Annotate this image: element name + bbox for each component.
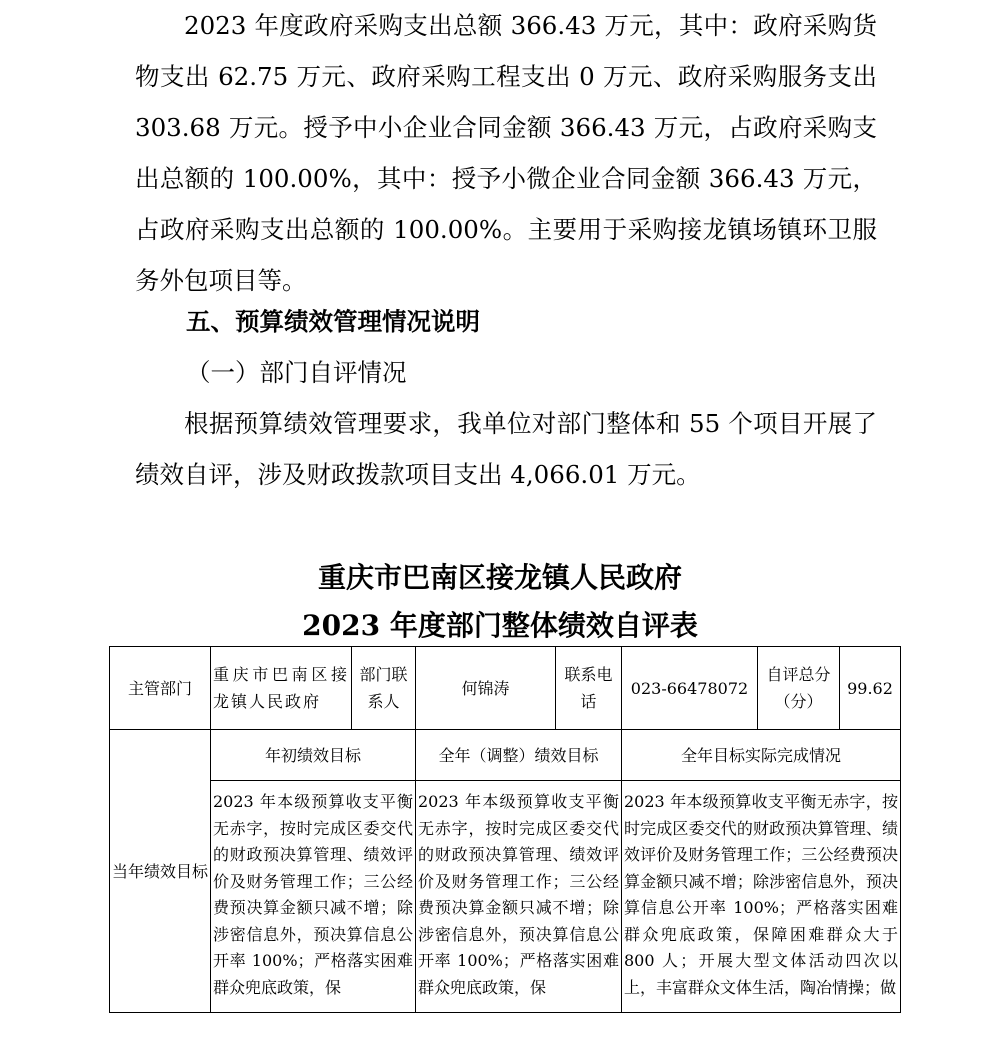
actual-completion-header: 全年目标实际完成情况 bbox=[622, 730, 901, 781]
section-heading-budget-performance: 五、预算绩效管理情况说明 bbox=[186, 307, 480, 336]
phone-label-cell: 联系电话 bbox=[556, 647, 622, 730]
score-label-cell: 自评总分（分） bbox=[758, 647, 840, 730]
initial-target-header: 年初绩效目标 bbox=[211, 730, 416, 781]
actual-completion-cell bbox=[622, 781, 901, 1013]
phone-value-cell: 023-66478072 bbox=[622, 647, 758, 730]
score-value-cell: 99.62 bbox=[840, 647, 901, 730]
contact-value-cell: 何锦涛 bbox=[416, 647, 556, 730]
current-target-label-cell: 当年绩效目标 bbox=[110, 730, 211, 1013]
table-row bbox=[110, 730, 901, 781]
initial-target-cell bbox=[211, 781, 416, 1013]
adjusted-target-cell bbox=[416, 781, 622, 1013]
procurement-paragraph: 2023 年度政府采购支出总额 366.43 万元，其中：政府采购货物支出 62.75 万元、政府采购工程支出 0 万元、政府采购服务支出 303.68 万元。授予中小企业合同金额 366.43 万元，占政府采购支出总额的 100.00%，其中：授予小微企业合同金额 366.43 万元，占政府采购支出总额的 100.00%。主要用于采购接龙镇场镇环卫服务外包项目等。 bbox=[135, 11, 877, 295]
subsection-heading-self-evaluation: （一）部门自评情况 bbox=[186, 358, 407, 387]
contact-label-cell: 部门联系人 bbox=[352, 647, 416, 730]
initial-target-text: 2023 年本级预算收支平衡无赤字，按时完成区委交代的财政预决算管理、绩效评价及财务管理工作；三公经费预决算金额只减不增；除涉密信息外，预决算信息公开率 100%；严格落实困难群众兜底政策，保 bbox=[213, 792, 413, 997]
actual-completion-text: 2023 年本级预算收支平衡无赤字，按时完成区委交代的财政预决算管理、绩效评价及财务管理工作；三公经费预决算金额只减不增；除涉密信息外，预决算信息公开率 100%；严格落实困难群众兜底政策，保障困难群众大于 800 人；开展大型文体活动四次以上，丰富群众文体生活，陶冶情操；做 bbox=[624, 792, 898, 997]
adjusted-target-text: 2023 年本级预算收支平衡无赤字，按时完成区委交代的财政预决算管理、绩效评价及财务管理工作；三公经费预决算金额只减不增；除涉密信息外，预决算信息公开率 100%；严格落实困难群众兜底政策，保 bbox=[418, 792, 619, 997]
table-title-org: 重庆市巴南区接龙镇人民政府 bbox=[317, 561, 682, 594]
performance-evaluation-table bbox=[109, 646, 901, 1013]
self-evaluation-paragraph: 根据预算绩效管理要求，我单位对部门整体和 55 个项目开展了绩效自评，涉及财政拨款项目支出 4,066.01 万元。 bbox=[135, 409, 877, 489]
table-row bbox=[110, 781, 901, 1013]
dept-label-cell: 主管部门 bbox=[110, 647, 211, 730]
table-title-name: 2023 年度部门整体绩效自评表 bbox=[302, 609, 698, 642]
table-row bbox=[110, 647, 901, 730]
dept-value-cell: 重庆市巴南区接龙镇人民政府 bbox=[211, 647, 352, 730]
adjusted-target-header: 全年（调整）绩效目标 bbox=[416, 730, 622, 781]
